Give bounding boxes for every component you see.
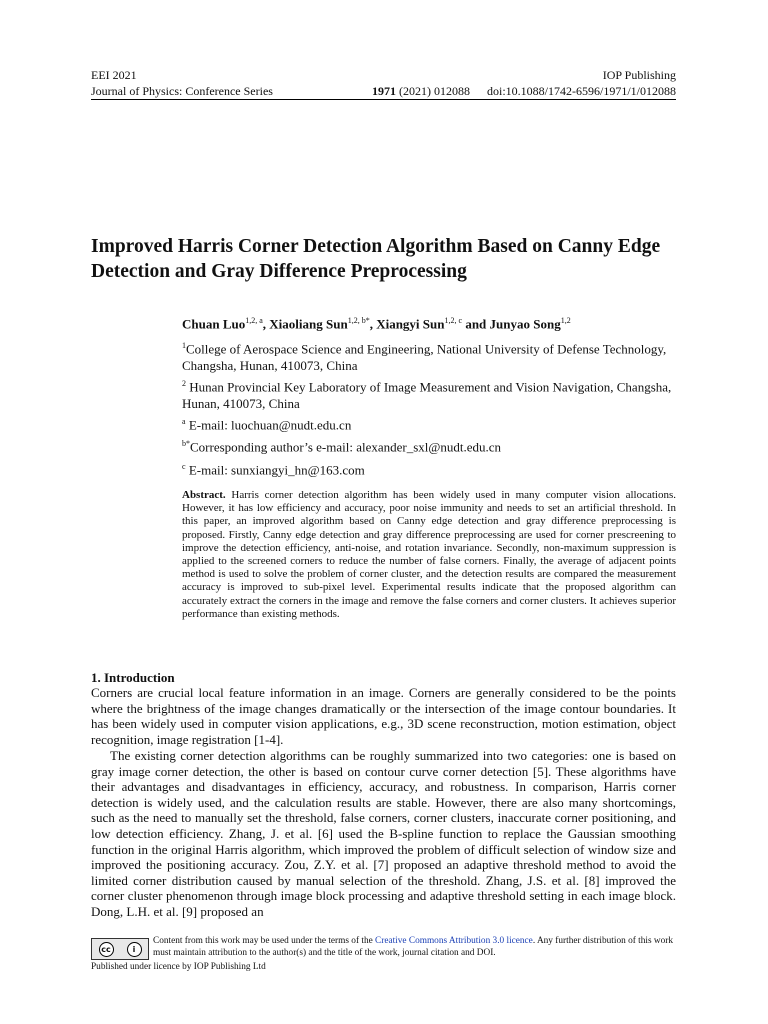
year-article: (2021) 012088 [399, 84, 470, 98]
email-marker: c [182, 462, 186, 471]
running-header-top [91, 68, 676, 82]
author-name: Xiangyi Sun [376, 316, 445, 332]
author-sep: and [462, 316, 490, 332]
running-header-bottom [91, 84, 676, 98]
paper-title: Improved Harris Corner Detection Algorithm Based on Canny Edge Detection and Gray Difference Preprocessing [91, 236, 661, 282]
affiliation-text: Hunan Provincial Key Laboratory of Image Measurement and Vision Navigation, Changsha, Hunan, 410073, China [182, 379, 672, 411]
email-c [182, 459, 682, 479]
author-sep: , [369, 316, 377, 332]
licence-link[interactable]: Creative Commons Attribution 3.0 licence [375, 936, 533, 946]
author-sup: 1,2, c [444, 316, 463, 325]
licence-text-after: . Any further distribution of this work must maintain attribution to the author(s) and the title of the work, journal citation and DOI. [153, 936, 674, 958]
publisher-name: IOP Publishing [602, 68, 676, 82]
cc-by-badge[interactable] [91, 938, 149, 960]
email-b [182, 436, 682, 456]
licence-text [153, 936, 678, 959]
author-sup: 1,2, b* [347, 316, 370, 325]
author-name: Chuan Luo [182, 316, 246, 332]
author-sup: 1,2 [560, 316, 571, 325]
author-sup: 1,2, a [245, 316, 263, 325]
cc-icon: cc [99, 942, 114, 957]
author-list [182, 316, 571, 332]
volume-number: 1971 [372, 84, 396, 98]
affiliation-marker: 1 [182, 341, 186, 350]
citation-info [372, 84, 676, 98]
email-text[interactable]: E-mail: luochuan@nudt.edu.cn [188, 417, 352, 433]
email-a [182, 414, 682, 434]
affiliation-text: College of Aerospace Science and Engineering, National University of Defense Technology, Changsha, Hunan, 410073, China [182, 341, 667, 373]
intro-paragraph-1: Corners are crucial local feature information in an image. Corners are generally considered to be the points where the brightness of the image changes dramatically or the intersection of the image contour boundaries. It has been widely used in computer vision applications, e.g., 3D scene reconstruction, motion estimation, object recognition, image registration [1-4]. [91, 685, 676, 747]
conference-name: EEI 2021 [91, 68, 137, 82]
email-marker: a [182, 417, 186, 426]
abstract [182, 489, 676, 621]
author-name: Junyao Song [489, 316, 561, 332]
licence-text-before: Content from this work may be used under the terms of the [153, 936, 376, 946]
affiliation-1 [182, 338, 682, 374]
journal-name: Journal of Physics: Conference Series [91, 84, 273, 98]
section-heading-introduction: 1. Introduction [91, 670, 175, 685]
affiliation-2 [182, 376, 682, 412]
email-text[interactable]: E-mail: sunxiangyi_hn@163.com [188, 462, 365, 478]
author-sep: , [262, 316, 270, 332]
header-rule [91, 99, 676, 100]
intro-paragraph-2: The existing corner detection algorithms can be roughly summarized into two categories: one is based on gray image corner detection, the other is based on contour curve corner detection [5]. These algorithms have their advantages and disadvantages in efficiency, accuracy, and robustness. In comparison, Harris corner detection is widely used, and the calculation results are stable. However, there are also many shortcomings, such as the need to manually set the threshold, false corners, corner clusters, inaccurate corner positioning, and low detection efficiency. Zhang, J. et al. [6] used the B-spline function to replace the Gaussian smoothing function in the original Harris algorithm, which improved the problem of difficult selection of window size and improved the positioning accuracy. Zou, Z.Y. et al. [7] proposed an adaptive threshold method to avoid the limited corner distribution caused by manual selection of the threshold. Zhang, J.S. et al. [8] improved the corner cluster phenomenon through image block processing and adaptive threshold setting in each image block. Dong, L.H. et al. [9] proposed an [91, 748, 676, 919]
email-marker: b* [182, 439, 190, 448]
published-by: Published under licence by IOP Publishing Ltd [91, 962, 266, 972]
author-name: Xiaoliang Sun [269, 316, 348, 332]
affiliation-marker: 2 [182, 379, 186, 388]
abstract-text: Harris corner detection algorithm has been widely used in many computer vision allocations. However, it has low efficiency and accuracy, poor noise immunity and needs to set an artificial threshold. In this paper, an improved algorithm based on Canny edge detection and gray difference preprocessing is proposed. Firstly, Canny edge detection and gray difference preprocessing are used for corner prescreening to improve the detection efficiency, anti-noise, and rotation invariance. Secondly, non-maximum suppression is applied to the screened corners to reduce the number of false corners. Finally, the average of adjacent points method is used to solve the problem of corner cluster, and the detection results are compared the measurement accuracy is improved to sub-pixel level. Experimental results indicate that the proposed algorithm can accurately extract the corners in the image and remove the false corners and corner clusters. It achieves superior performance than existing methods. [182, 489, 676, 620]
attribution-person-icon: i [127, 942, 142, 957]
email-text[interactable]: Corresponding author’s e-mail: alexander_sxl@nudt.edu.cn [190, 439, 502, 455]
abstract-label: Abstract. [182, 489, 226, 501]
doi[interactable]: doi:10.1088/1742-6596/1971/1/012088 [487, 84, 676, 98]
